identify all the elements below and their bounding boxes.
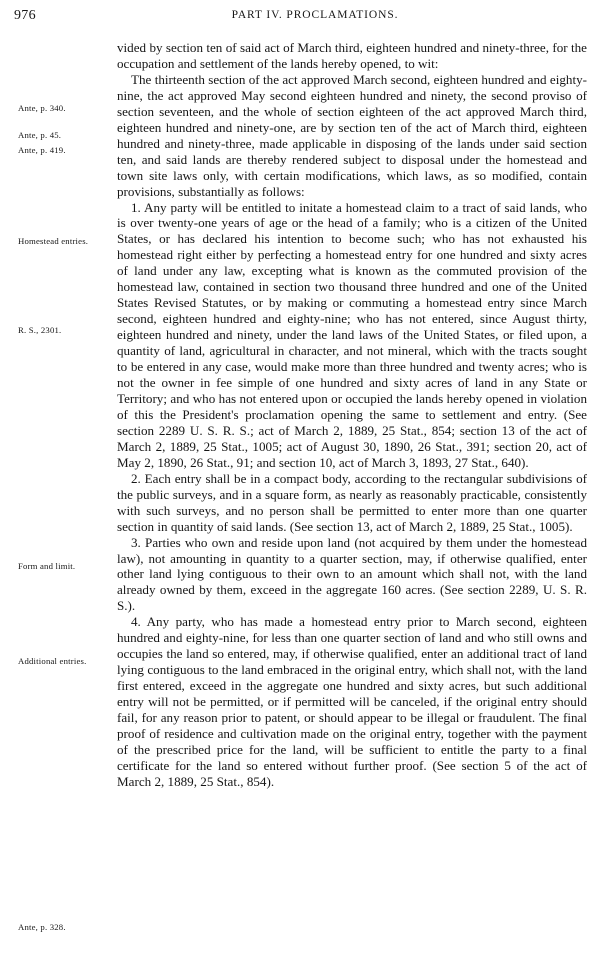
paragraph-continuation: vided by section ten of said act of March third, eighteen hundred and ninety-three, for the occupation and settlement of the lands hereby opened, to wit: xyxy=(117,40,587,71)
margin-note-homestead-entries: Homestead entries. xyxy=(18,236,89,246)
paragraph-item-2: 2. Each entry shall be in a compact body, according to the rectangular subdivisions of the public surveys, and in a square form, as nearly as reasonably practicable, consistently with such surveys, and no person shall be permitted to enter more than one quarter section in quantity of said lands. (See section 13, act of March 2, 1889, 25 Stat., 1005). xyxy=(117,470,587,534)
page-number: 976 xyxy=(14,8,36,23)
paragraph-item-1: 1. Any party will be entitled to initate a homestead claim to a tract of said lands, who is over twenty-one years of age or the head of a family; who is a citizen of the United States, or has declared his intention to become such; who has not exhausted his homestead right either by perfecting a homestead entry for one hundred and sixty acres of land under any law, excepting what is known as the commuted provision of the homestead law, contained in section two thousand three hundred and one of the United States Revised Statutes, or by making or commuting a homestead entry since March second, eighteen hundred and eighty-nine; who has not entered, since August thirty, eighteen hundred and ninety, under the land laws of the United States, or filed upon, a quantity of land, agricultural in character, and not mineral, which with the tracts sought to be entered in any case, would make more than three hundred and twenty acres; who is not the owner in fee simple of one hundred and sixty acres of land in any State or Territory; and who has not entered upon or occupied the lands hereby opened in violation of this the President's proclamation opening the same to settlement and entry. (See section 2289 U. S. R. S.; act of March 2, 1889, 25 Stat., 854; section 13 of the act of March 2, 1889, 25 Stat., 1005; act of August 30, 1890, 26 Stat., 391; section 20, act of May 2, 1890, 26 Stat., 91; and section 10, act of March 3, 1893, 27 Stat., 640). xyxy=(117,199,587,470)
margin-note-form-and-limit: Form and limit. xyxy=(18,561,76,571)
running-head: PART IV. PROCLAMATIONS. xyxy=(231,9,399,21)
margin-note-additional-entries: Additional entries. xyxy=(18,656,87,666)
margin-note-ante-419: Ante, p. 419. xyxy=(18,145,66,155)
body-text xyxy=(117,40,587,790)
margin-note-ante-340: Ante, p. 340. xyxy=(18,103,66,113)
margin-note-ante-45: Ante, p. 45. xyxy=(18,130,62,140)
paragraph-item-3: 3. Parties who own and reside upon land (not acquired by them under the homestead law), not amounting in quantity to a quarter section, may, if otherwise qualified, enter other land lying contiguous to their own to an amount which shall not, with the land already owned by them, exceed in the aggregate 160 acres. (See section 2289, U. S. R. S.). xyxy=(117,534,587,614)
paragraph-item-4: 4. Any party, who has made a homestead entry prior to March second, eighteen hundred and eighty-nine, for less than one quarter section of land and who still owns and occupies the land so entered, may, if otherwise qualified, enter an additional tract of land lying contiguous to the land embraced in the original entry, which shall not, with the land first entered, exceed in the aggregate one hundred and sixty acres, but such additional entry will not be permitted, or if permitted will be canceled, if the original entry should fail, for any reason prior to patent, or should appear to be illegal or fraudulent. The final proof of residence and cultivation made on the original entry, together with the payment of the prescribed price for the land, will be sufficient to entitle the party to a final certificate for the land so entered without further proof. (See section 5 of the act of March 2, 1889, 25 Stat., 854). xyxy=(117,614,587,789)
margin-note-ante-328: Ante, p. 328. xyxy=(18,922,66,932)
paragraph-thirteenth-section: The thirteenth section of the act approved March second, eighteen hundred and eighty-nine, the act approved May second eighteen hundred and ninety, the second proviso of section seventeen, and the whole of section eighteen of the act approved March third, eighteen hundred and ninety-one, are by section ten of the act of March third, eighteen hundred and ninety-three, made applicable in disposing of the lands under said section ten, and said lands are thereby rendered subject to disposal under the homestead and town site laws only, with certain modifications, which laws, as so modified, contain provisions, substantially as follows: xyxy=(117,71,587,199)
margin-note-rs-2301: R. S., 2301. xyxy=(18,325,62,335)
